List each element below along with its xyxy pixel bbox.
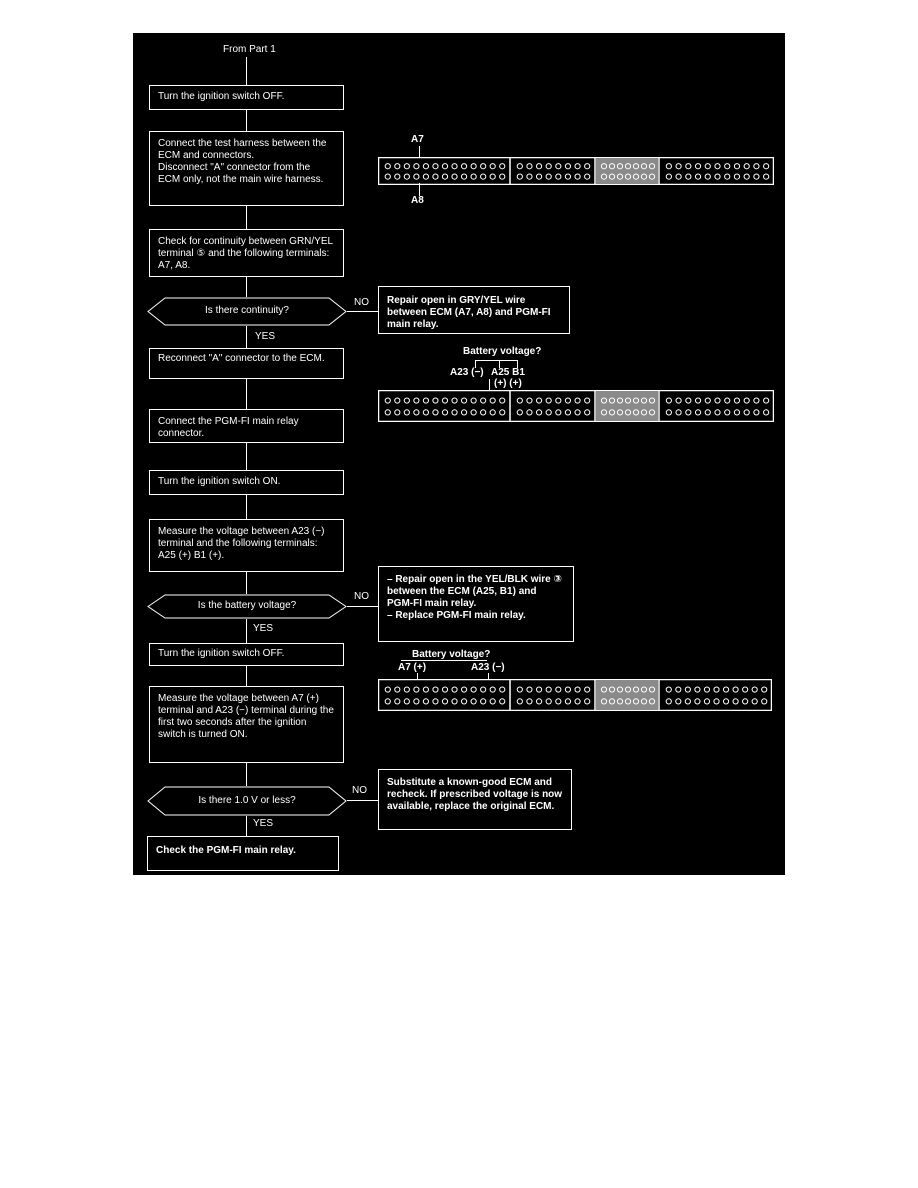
pin-label-a8: A8	[411, 195, 424, 206]
step-check-main-relay: Check the PGM-FI main relay.	[147, 836, 339, 871]
pin-polarity-a25-b1: (+) (+)	[494, 378, 522, 389]
step-reconnect-a-connector: Reconnect "A" connector to the ECM.	[149, 348, 344, 379]
ecm-connector-1	[378, 157, 774, 185]
no-label: NO	[354, 591, 369, 602]
flow-line	[246, 666, 247, 686]
step-connect-test-harness: Connect the test harness between the ECM and connectors. Disconnect "A" connector from the ECM only, not the main wire harness.	[149, 131, 344, 206]
no-label: NO	[352, 785, 367, 796]
yes-label: YES	[253, 623, 274, 634]
step-ignition-off-2: Turn the ignition switch OFF.	[149, 643, 344, 666]
step-ignition-off: Turn the ignition switch OFF.	[149, 85, 344, 110]
flow-line	[246, 206, 247, 229]
bracket-line	[475, 360, 518, 361]
flow-line	[246, 572, 247, 594]
step-measure-voltage-a23: Measure the voltage between A23 (−) terminal and the following terminals: A25 (+) B1 (+).	[149, 519, 344, 572]
flow-line	[246, 326, 247, 348]
yes-label: YES	[255, 331, 276, 342]
flow-line	[246, 495, 247, 519]
no-action-repair-yel-blk: – Repair open in the YEL/BLK wire ③ between the ECM (A25, B1) and PGM-FI main relay. – Replace PGM-FI main relay.	[378, 566, 574, 642]
ecm-connector-3	[378, 679, 772, 711]
decision-1v-or-less: Is there 1.0 V or less?	[147, 786, 347, 816]
start-label: From Part 1	[223, 44, 276, 55]
flow-line	[246, 379, 247, 409]
pin-label-a23: A23 (−)	[450, 367, 484, 378]
pin-label-a25-b1: A25 B1	[491, 367, 525, 378]
no-action-substitute-ecm: Substitute a known-good ECM and recheck. If prescribed voltage is now available, replace the original ECM.	[378, 769, 572, 830]
no-branch-line	[347, 800, 378, 801]
step-check-continuity: Check for continuity between GRN/YEL terminal ⑤ and the following terminals: A7, A8.	[149, 229, 344, 277]
pin-label-a23-minus: A23 (−)	[471, 662, 505, 673]
flow-line	[246, 763, 247, 786]
flow-line	[246, 816, 247, 836]
flow-line	[246, 277, 247, 297]
step-ignition-on: Turn the ignition switch ON.	[149, 470, 344, 495]
no-branch-line	[347, 311, 378, 312]
decision-battery-voltage: Is the battery voltage?	[147, 594, 347, 619]
no-branch-line	[347, 606, 378, 607]
flow-line	[246, 443, 247, 470]
connector-3-title: Battery voltage?	[412, 649, 491, 660]
pin-label-a7-plus: A7 (+)	[398, 662, 427, 673]
decision-continuity: Is there continuity?	[147, 297, 347, 326]
bracket-line	[401, 660, 487, 661]
ecm-connector-2	[378, 390, 774, 422]
flow-line	[246, 57, 247, 85]
step-measure-voltage-a7: Measure the voltage between A7 (+) terminal and A23 (−) terminal during the first two seconds after the ignition switch is turned ON.	[149, 686, 344, 763]
yes-label: YES	[253, 818, 274, 829]
connector-2-title: Battery voltage?	[463, 346, 542, 357]
flow-line	[246, 110, 247, 131]
flow-line	[246, 619, 247, 643]
no-action-repair-gry-yel: Repair open in GRY/YEL wire between ECM (A7, A8) and PGM-FI main relay.	[378, 286, 570, 334]
step-connect-main-relay: Connect the PGM-FI main relay connector.	[149, 409, 344, 443]
pin-label-a7: A7	[411, 134, 424, 145]
no-label: NO	[354, 297, 369, 308]
flowchart-panel	[133, 33, 785, 875]
